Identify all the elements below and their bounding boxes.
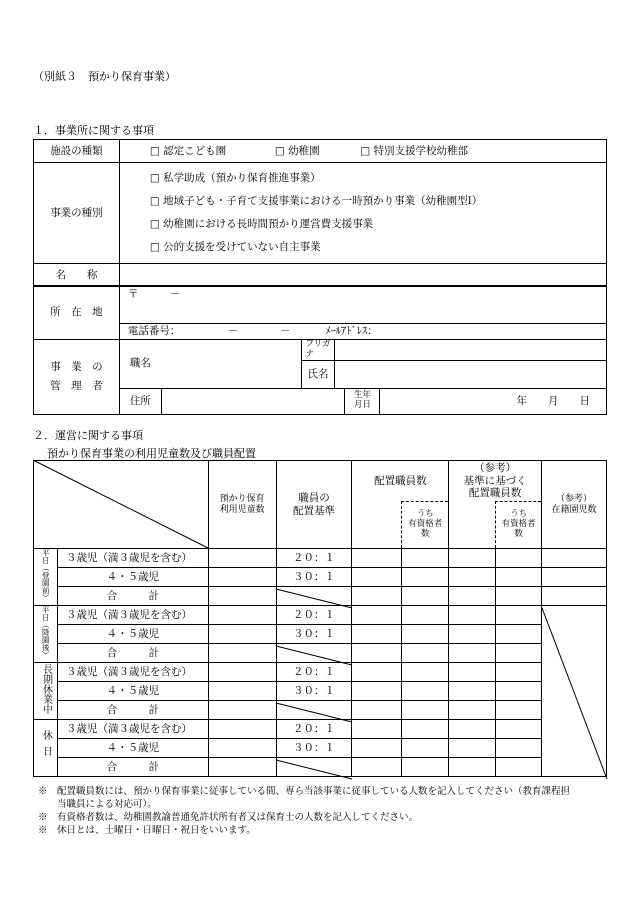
furigana-label: フリガナ — [301, 340, 335, 361]
cell-input[interactable] — [208, 606, 276, 625]
furigana-field[interactable] — [335, 340, 607, 361]
col-enrolled — [542, 461, 607, 549]
business-option-2[interactable]: □ 地域子ども・子育て支援事業における一時預かり事業（幼稚園型Ⅰ） — [149, 195, 483, 207]
cell-input[interactable] — [352, 720, 402, 739]
residence-field[interactable] — [161, 388, 345, 414]
cell-input[interactable] — [402, 701, 449, 720]
group-label-text: 平日（登園前） — [41, 549, 51, 602]
col-staff: 配置職員数 — [352, 461, 449, 502]
staff-spacer — [352, 502, 402, 549]
cell-input[interactable] — [352, 644, 402, 663]
group-label-weekday-before — [34, 549, 58, 606]
col-ref-qualified-line2: 有資格者 — [501, 519, 536, 530]
ratio-blank — [276, 758, 352, 777]
row-label-total: 合 計 — [57, 758, 208, 777]
ratio-blank — [276, 644, 352, 663]
table-row — [34, 644, 607, 663]
cell-input[interactable] — [496, 739, 542, 758]
manager-table — [33, 339, 607, 415]
manager-label-line1: 事 業 の — [50, 361, 103, 374]
cell-input[interactable] — [208, 568, 276, 587]
business-option-3[interactable]: □ 幼稚園における長時間預かり運営費支援事業 — [149, 218, 374, 230]
cell-input[interactable] — [208, 720, 276, 739]
col-qualified-line1: うち — [416, 509, 434, 520]
row-label-total: 合 計 — [57, 701, 208, 720]
ratio-45: ３０：１ — [276, 682, 352, 701]
col-qualified-line3: 数 — [421, 528, 430, 539]
cell-input[interactable] — [208, 739, 276, 758]
cell-input[interactable] — [208, 682, 276, 701]
ref-spacer — [449, 502, 496, 549]
section2-subheading: 預かり保育事業の利用児童数及び職員配置 — [47, 447, 256, 460]
cell-input[interactable] — [542, 587, 607, 606]
col-ref-qualified — [496, 502, 542, 549]
col-ref-staff — [449, 461, 542, 502]
cell-input[interactable] — [542, 568, 607, 587]
cell-input[interactable] — [496, 644, 542, 663]
ratio-blank — [276, 701, 352, 720]
row-label-45: ４・５歳児 — [57, 682, 208, 701]
table-row — [34, 720, 607, 739]
row-label-3yo: ３歳児（満３歳児を含む） — [57, 663, 208, 682]
cell-input[interactable] — [496, 663, 542, 682]
cell-input[interactable] — [402, 720, 449, 739]
cell-input[interactable] — [449, 739, 496, 758]
col-standard-line2: 配置基準 — [293, 504, 336, 517]
facility-table — [33, 139, 607, 287]
group-label-weekday-after — [34, 606, 58, 663]
ratio-3yo: ２０：１ — [276, 606, 352, 625]
business-option-4[interactable]: □ 公的支援を受けていない自主事業 — [149, 241, 321, 253]
notes — [38, 785, 608, 837]
cell-input[interactable] — [402, 663, 449, 682]
table-row — [34, 758, 607, 777]
row-label-total: 合 計 — [57, 587, 208, 606]
row-label-total: 合 計 — [57, 644, 208, 663]
contact-field[interactable] — [119, 324, 606, 340]
cell-input[interactable] — [496, 758, 542, 777]
cell-input[interactable] — [208, 644, 276, 663]
ratio-blank — [276, 587, 352, 606]
col-ref-qualified-line1: うち — [510, 509, 528, 520]
facility-option-kodomoen[interactable]: □ 認定こども園 — [149, 144, 227, 157]
note-1: ※ 配置職員数には、預かり保育事業に従事している間、専ら当該事業に従事している人数を記入してください（教育課程担 — [38, 786, 571, 797]
manager-label-line2: 管 理 者 — [50, 379, 103, 392]
col-ref-line2: 基準に基づく — [463, 474, 527, 487]
address-label: 所 在 地 — [34, 286, 120, 340]
cell-input[interactable] — [208, 587, 276, 606]
note-2: ※ 有資格者数は、幼稚園教諭普通免許状所有者又は保育士の人数を記入してください。 — [38, 812, 419, 823]
cell-input[interactable] — [208, 549, 276, 568]
row-label-3yo: ３歳児（満３歳児を含む） — [57, 606, 208, 625]
cell-input[interactable] — [496, 720, 542, 739]
ratio-3yo: ２０：１ — [276, 720, 352, 739]
cell-input[interactable] — [402, 739, 449, 758]
col-enrolled-line1: （参考） — [556, 494, 593, 505]
cell-input[interactable] — [208, 625, 276, 644]
business-option-1[interactable]: □ 私学助成（預かり保育推進事業） — [149, 172, 321, 184]
phone-number: 電話番号： － － — [127, 325, 291, 338]
ratio-3yo: ２０：１ — [276, 549, 352, 568]
group-label-holiday — [34, 720, 58, 777]
name-label: 名 称 — [34, 264, 120, 287]
ratio-45: ３０：１ — [276, 625, 352, 644]
full-name-field[interactable] — [335, 360, 607, 388]
table-row — [34, 625, 607, 644]
facility-type-options — [119, 140, 606, 163]
cell-input[interactable] — [449, 549, 496, 568]
full-name-label: 氏名 — [301, 360, 335, 388]
cell-input[interactable] — [542, 549, 607, 568]
cell-input[interactable] — [352, 568, 402, 587]
cell-input[interactable] — [352, 663, 402, 682]
cell-input[interactable] — [402, 758, 449, 777]
job-title-field[interactable] — [161, 340, 301, 389]
birth-label-line2: 月日 — [353, 400, 371, 411]
col-children-line2: 利用児童数 — [219, 504, 265, 515]
address-table — [33, 285, 607, 340]
row-label-3yo: ３歳児（満３歳児を含む） — [57, 549, 208, 568]
table-row — [34, 682, 607, 701]
col-ref-line3: 配置職員数 — [468, 487, 522, 500]
row-label-3yo: ３歳児（満３歳児を含む） — [57, 720, 208, 739]
col-standard-line1: 職員の — [298, 491, 330, 504]
cell-input[interactable] — [496, 606, 542, 625]
cell-input[interactable] — [402, 568, 449, 587]
col-ref-line1: （参考） — [474, 462, 517, 475]
cell-input[interactable] — [449, 606, 496, 625]
cell-input[interactable] — [352, 701, 402, 720]
birth-label — [345, 388, 380, 414]
group-label-text: 休日 — [40, 730, 52, 763]
col-children-line1: 預かり保育 — [219, 494, 265, 505]
residence-label: 住所 — [119, 388, 161, 414]
cell-input[interactable] — [208, 758, 276, 777]
table-row — [34, 549, 607, 568]
col-ref-qualified-line3: 数 — [514, 528, 523, 539]
cell-input[interactable] — [449, 663, 496, 682]
row-label-45: ４・５歳児 — [57, 625, 208, 644]
cell-input[interactable] — [208, 701, 276, 720]
table-row — [34, 701, 607, 720]
row-label-45: ４・５歳児 — [57, 739, 208, 758]
cell-input[interactable] — [402, 644, 449, 663]
business-type-label: 事業の種別 — [34, 163, 120, 264]
facility-option-kindergarten[interactable]: □ 幼稚園 — [274, 144, 320, 157]
cell-input[interactable] — [449, 625, 496, 644]
col-children — [208, 461, 276, 549]
cell-input[interactable] — [352, 739, 402, 758]
cell-input[interactable] — [402, 587, 449, 606]
cell-input[interactable] — [449, 644, 496, 663]
postal-field[interactable] — [119, 286, 606, 324]
birth-label-line1: 生年 — [353, 390, 371, 401]
ratio-3yo: ２０：１ — [276, 663, 352, 682]
cell-input[interactable] — [449, 682, 496, 701]
table-row — [34, 568, 607, 587]
document-header: （別紙３ 預かり保育事業） — [33, 70, 176, 83]
cell-input[interactable] — [449, 720, 496, 739]
col-qualified — [402, 502, 449, 549]
cell-input[interactable] — [496, 701, 542, 720]
enrolled-blank — [542, 606, 607, 777]
section2-heading: ２．運営に関する事項 — [33, 429, 143, 442]
cell-input[interactable] — [496, 682, 542, 701]
cell-input[interactable] — [449, 701, 496, 720]
cell-input[interactable] — [402, 625, 449, 644]
manager-label — [34, 340, 120, 415]
col-enrolled-line2: 在籍園児数 — [551, 504, 597, 515]
ratio-45: ３０：１ — [276, 739, 352, 758]
note-3: ※ 休日とは、土曜日・日曜日・祝日をいいます。 — [38, 825, 256, 836]
row-label-45: ４・５歳児 — [57, 568, 208, 587]
col-standard — [276, 461, 352, 549]
cell-input[interactable] — [208, 663, 276, 682]
cell-input[interactable] — [352, 587, 402, 606]
cell-input[interactable] — [352, 625, 402, 644]
note-1-cont: 当職員による対応可）。 — [38, 799, 157, 810]
staffing-table — [33, 460, 607, 777]
table-row — [34, 663, 607, 682]
cell-input[interactable] — [352, 549, 402, 568]
job-title-label: 職名 — [119, 340, 161, 389]
group-label-text: 平日（降園後） — [41, 606, 51, 659]
facility-type-label: 施設の種類 — [34, 140, 120, 163]
cell-input[interactable] — [352, 758, 402, 777]
cell-input[interactable] — [449, 587, 496, 606]
table-row — [34, 606, 607, 625]
ratio-45: ３０：１ — [276, 568, 352, 587]
business-type-options — [119, 163, 606, 264]
cell-input[interactable] — [496, 587, 542, 606]
cell-input[interactable] — [496, 568, 542, 587]
group-label-long-vacation — [34, 663, 58, 720]
cell-input[interactable] — [402, 682, 449, 701]
facility-option-special-school[interactable]: □ 特別支援学校幼稚部 — [360, 144, 469, 157]
name-field[interactable] — [119, 264, 606, 287]
group-label-text: 長期休業中 — [40, 664, 52, 715]
cell-input[interactable] — [496, 549, 542, 568]
cell-input[interactable] — [449, 568, 496, 587]
col-qualified-line2: 有資格者 — [408, 519, 443, 530]
cell-input[interactable] — [496, 625, 542, 644]
table-row — [34, 587, 607, 606]
cell-input[interactable] — [449, 758, 496, 777]
table-row — [34, 739, 607, 758]
postal-code: 〒 － — [127, 288, 181, 300]
section1-heading: １．事業所に関する事項 — [33, 124, 154, 137]
email-address: ﾒｰﾙｱﾄﾞﾚｽ： — [325, 325, 378, 338]
cell-input[interactable] — [402, 606, 449, 625]
cell-input[interactable] — [352, 682, 402, 701]
cell-input[interactable] — [352, 606, 402, 625]
birth-date-field[interactable]: 年 月 日 — [380, 388, 607, 414]
header-corner — [34, 461, 209, 549]
cell-input[interactable] — [402, 549, 449, 568]
